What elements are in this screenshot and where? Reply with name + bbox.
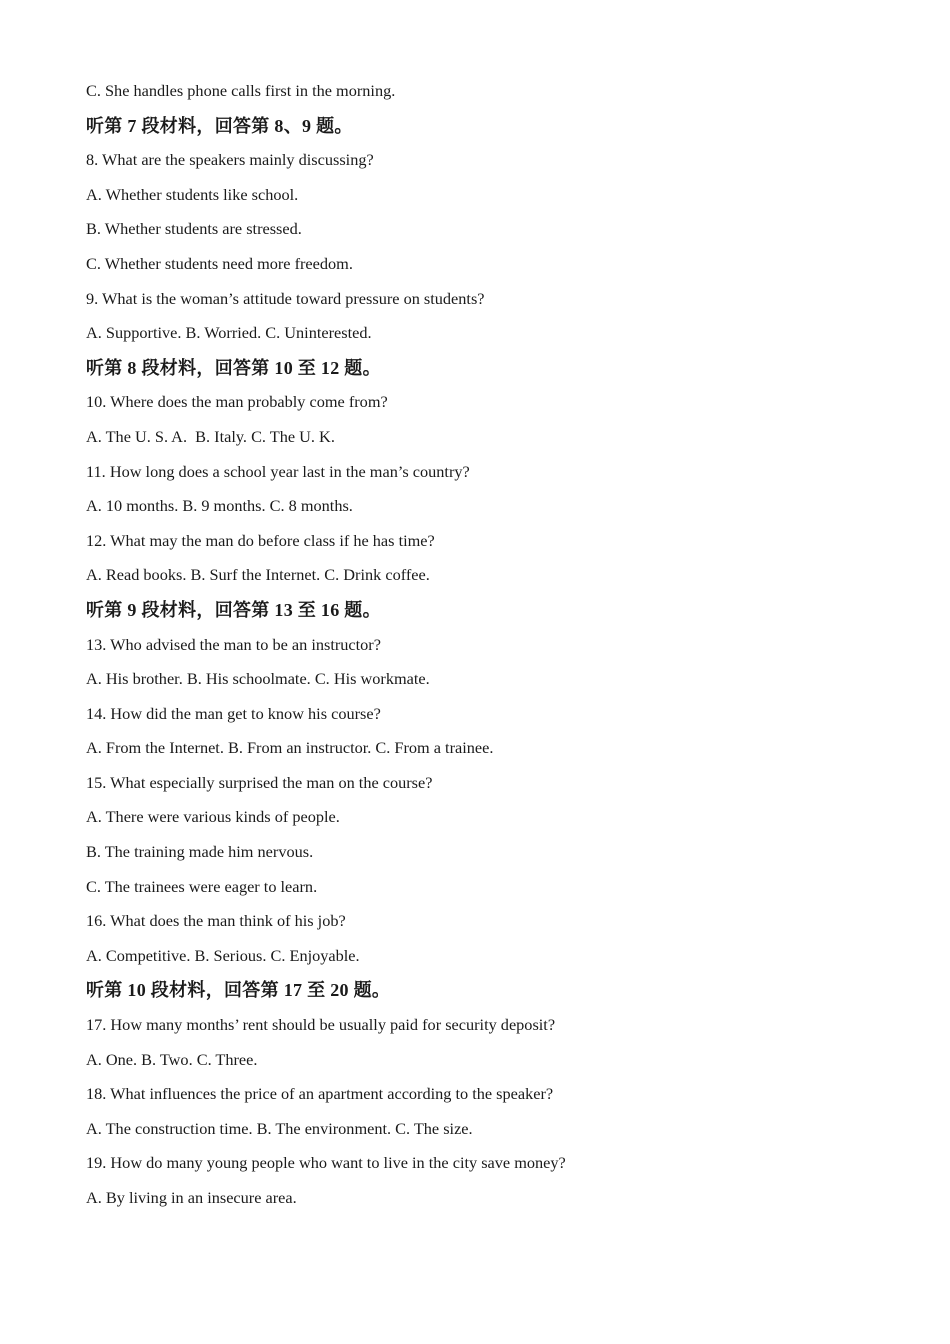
option-line: A. His brother. B. His schoolmate. C. His workmate. bbox=[86, 669, 430, 689]
question-line: 16. What does the man think of his job? bbox=[86, 911, 346, 931]
question-line: 12. What may the man do before class if he has time? bbox=[86, 530, 435, 550]
document-page bbox=[86, 74, 886, 1216]
option-line: A. Read books. B. Surf the Internet. C. Drink coffee. bbox=[86, 565, 430, 585]
option-line: C. Whether students need more freedom. bbox=[86, 253, 353, 273]
question-line: 11. How long does a school year last in the man’s country? bbox=[86, 461, 470, 481]
question-line: 15. What especially surprised the man on the course? bbox=[86, 772, 433, 792]
option-line: B. The training made him nervous. bbox=[86, 842, 314, 862]
option-line: A. By living in an insecure area. bbox=[86, 1188, 297, 1207]
option-line: B. Whether students are stressed. bbox=[86, 219, 302, 239]
option-line: A. Competitive. B. Serious. C. Enjoyable. bbox=[86, 945, 360, 965]
section-heading: 听第 9 段材料，回答第 13 至 16 题。 bbox=[86, 599, 381, 620]
option-line: C. The trainees were eager to learn. bbox=[86, 876, 318, 896]
option-line: A. From the Internet. B. From an instructor. C. From a trainee. bbox=[86, 738, 494, 758]
question-line: 14. How did the man get to know his course? bbox=[86, 703, 381, 723]
question-line: 19. How do many young people who want to live in the city save money? bbox=[86, 1153, 566, 1173]
question-line: 13. Who advised the man to be an instructor? bbox=[86, 634, 381, 654]
question-line: 8. What are the speakers mainly discussing? bbox=[86, 150, 374, 170]
option-line: A. Whether students like school. bbox=[86, 184, 299, 204]
option-line: A. Supportive. B. Worried. C. Uninterested. bbox=[86, 323, 372, 343]
option-line: A. One. B. Two. C. Three. bbox=[86, 1049, 258, 1069]
option-line: A. The U. S. A. B. Italy. C. The U. K. bbox=[86, 426, 335, 446]
question-line: 18. What influences the price of an apartment according to the speaker? bbox=[86, 1084, 554, 1104]
question-line: 9. What is the woman’s attitude toward pressure on students? bbox=[86, 288, 485, 308]
section-heading: 听第 10 段材料，回答第 17 至 20 题。 bbox=[86, 980, 391, 1001]
question-line: 17. How many months’ rent should be usually paid for security deposit? bbox=[86, 1015, 556, 1035]
option-line: A. The construction time. B. The environment. C. The size. bbox=[86, 1118, 473, 1138]
option-line: A. There were various kinds of people. bbox=[86, 807, 340, 827]
option-line: C. She handles phone calls first in the morning. bbox=[86, 81, 396, 100]
question-line: 10. Where does the man probably come from? bbox=[86, 392, 388, 412]
option-line: A. 10 months. B. 9 months. C. 8 months. bbox=[86, 496, 353, 516]
section-heading: 听第 8 段材料，回答第 10 至 12 题。 bbox=[86, 357, 381, 378]
section-heading: 听第 7 段材料，回答第 8、9 题。 bbox=[86, 115, 353, 136]
